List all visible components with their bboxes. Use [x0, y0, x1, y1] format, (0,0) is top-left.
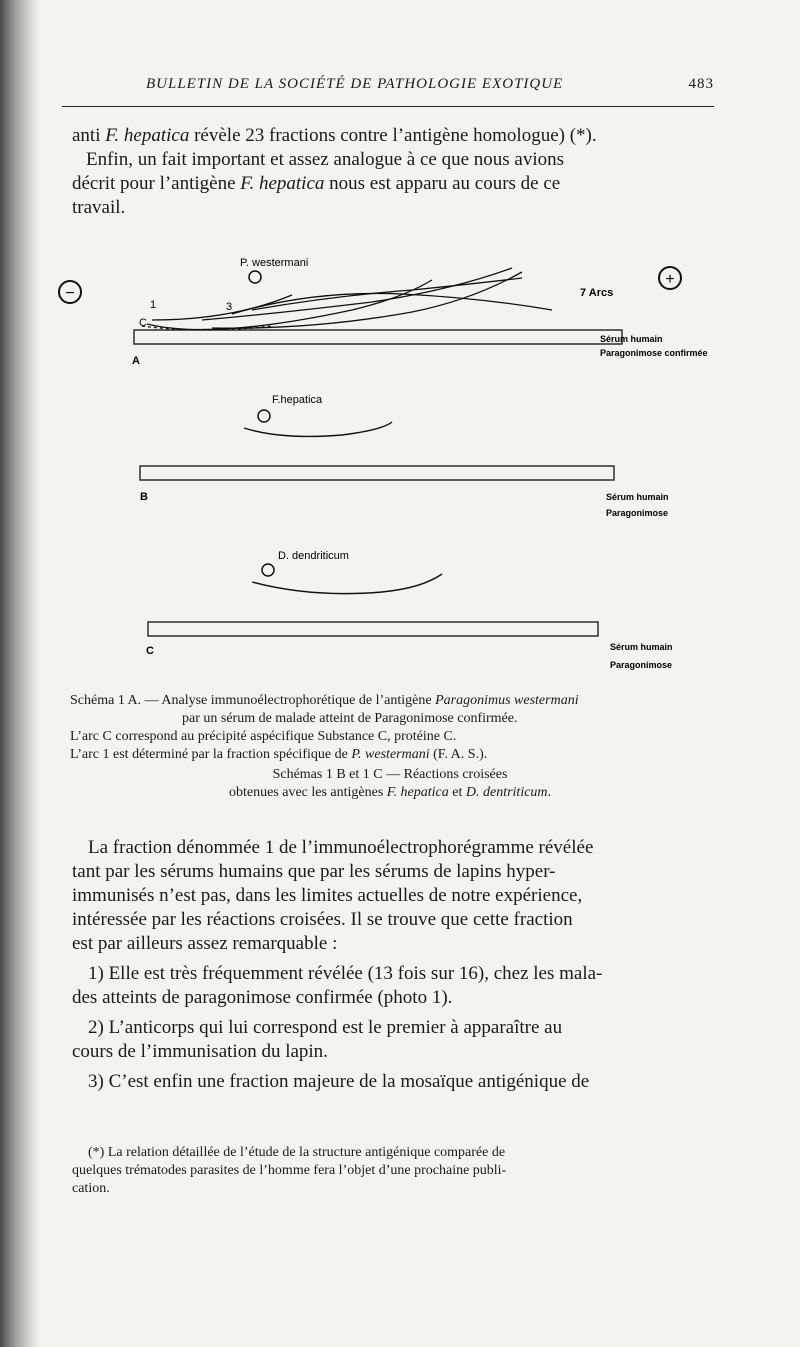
- precipitation-arc-b: [244, 422, 392, 436]
- serum-label-a2: Paragonimose confirmée: [600, 348, 708, 358]
- schema-letter-b: B: [140, 491, 148, 503]
- serum-label-a1: Sérum humain: [600, 334, 663, 344]
- schema-letter-a: A: [132, 355, 140, 367]
- intro-line: décrit pour l’antigène F. hepatica nous est apparu au cours de ce: [72, 173, 561, 194]
- body-line: immunisés n’est pas, dans les limites actuelles de notre expérience,: [72, 885, 583, 906]
- footnote-line: quelques trématodes parasites de l’homme fera l’objet d’une prochaine publi-: [72, 1163, 507, 1178]
- figure-caption-bc: [80, 766, 700, 802]
- arc-2: [147, 280, 432, 330]
- book-spine-shadow: [0, 0, 40, 1347]
- caption-line: Schémas 1 B et 1 C — Réactions croisées: [272, 767, 508, 782]
- intro-line: Enfin, un fait important et assez analogue à ce que nous avions: [86, 149, 565, 170]
- body-line: 2) L’anticorps qui lui correspond est le premier à apparaître au: [88, 1017, 563, 1038]
- arcs-count-label: 7 Arcs: [580, 287, 614, 299]
- schema-a: [59, 257, 708, 367]
- antibody-trough-a: [134, 330, 622, 344]
- schema-c: [146, 550, 673, 670]
- intro-line: travail.: [72, 197, 126, 218]
- caption-line: Schéma 1 A. — Analyse immunoélectrophorétique de l’antigène Paragonimus westermani: [70, 693, 579, 708]
- caption-line: par un sérum de malade atteint de Paragonimose confirmée.: [182, 711, 518, 726]
- immunoelectrophoresis-diagram: [52, 250, 712, 670]
- intro-line: anti F. hepatica révèle 23 fractions contre l’antigène homologue) (*).: [72, 125, 597, 146]
- body-paragraph: [72, 836, 712, 1094]
- arc-3-label: 3: [226, 301, 233, 313]
- figure-caption-a: [70, 692, 720, 764]
- antigen-well-a: [249, 271, 261, 283]
- arc-1-label: 1: [150, 299, 157, 311]
- schema-b: [140, 394, 669, 518]
- antibody-trough-b: [140, 466, 614, 480]
- page-number: 483: [688, 76, 714, 92]
- arc-c-label: C: [139, 317, 147, 329]
- serum-label-b1: Sérum humain: [606, 492, 669, 502]
- precipitation-arc-c: [252, 574, 442, 594]
- antigen-label-b: F.hepatica: [272, 394, 323, 406]
- arc-1: [152, 295, 292, 320]
- caption-line: L’arc 1 est déterminé par la fraction spécifique de P. westermani (F. A. S.).: [70, 747, 488, 762]
- arc-5: [232, 293, 552, 314]
- intro-paragraph: [72, 124, 712, 220]
- antigen-label-a: P. westermani: [240, 257, 309, 269]
- body-line: intéressée par les réactions croisées. Il se trouve que cette fraction: [72, 909, 573, 930]
- running-header: [62, 76, 714, 100]
- body-line: est par ailleurs assez remarquable :: [72, 933, 338, 954]
- caption-line: L’arc C correspond au précipité aspécifique Substance C, protéine C.: [70, 729, 457, 744]
- body-line: des atteints de paragonimose confirmée (photo 1).: [72, 987, 453, 1008]
- body-line: 1) Elle est très fréquemment révélée (13 fois sur 16), chez les mala-: [88, 963, 603, 984]
- body-line: tant par les sérums humains que par les sérums de lapins hyper-: [72, 861, 556, 882]
- serum-label-b2: Paragonimose: [606, 508, 669, 518]
- schema-letter-c: C: [146, 645, 154, 657]
- antigen-well-b: [258, 410, 270, 422]
- footnote: [72, 1144, 712, 1198]
- serum-label-c1: Sérum humain: [610, 642, 673, 652]
- journal-title: BULLETIN DE LA SOCIÉTÉ DE PATHOLOGIE EXOTIQUE: [146, 76, 564, 92]
- antibody-trough-c: [148, 622, 598, 636]
- antigen-well-c: [262, 564, 274, 576]
- body-line: cours de l’immunisation du lapin.: [72, 1041, 328, 1062]
- footnote-line: (*) La relation détaillée de l’étude de la structure antigénique comparée de: [88, 1145, 506, 1160]
- body-line: 3) C’est enfin une fraction majeure de la mosaïque antigénique de: [88, 1071, 590, 1092]
- footnote-line: cation.: [72, 1181, 110, 1196]
- antigen-label-c: D. dendriticum: [278, 550, 349, 562]
- header-rule: [62, 106, 714, 107]
- precipitation-arcs-a: [142, 268, 552, 330]
- minus-sign: −: [65, 285, 75, 302]
- caption-line: obtenues avec les antigènes F. hepatica et D. dentriticum.: [228, 785, 552, 800]
- plus-sign: +: [665, 271, 675, 288]
- body-line: La fraction dénommée 1 de l’immunoélectrophorégramme révélée: [88, 837, 594, 858]
- serum-label-c2: Paragonimose: [610, 660, 673, 670]
